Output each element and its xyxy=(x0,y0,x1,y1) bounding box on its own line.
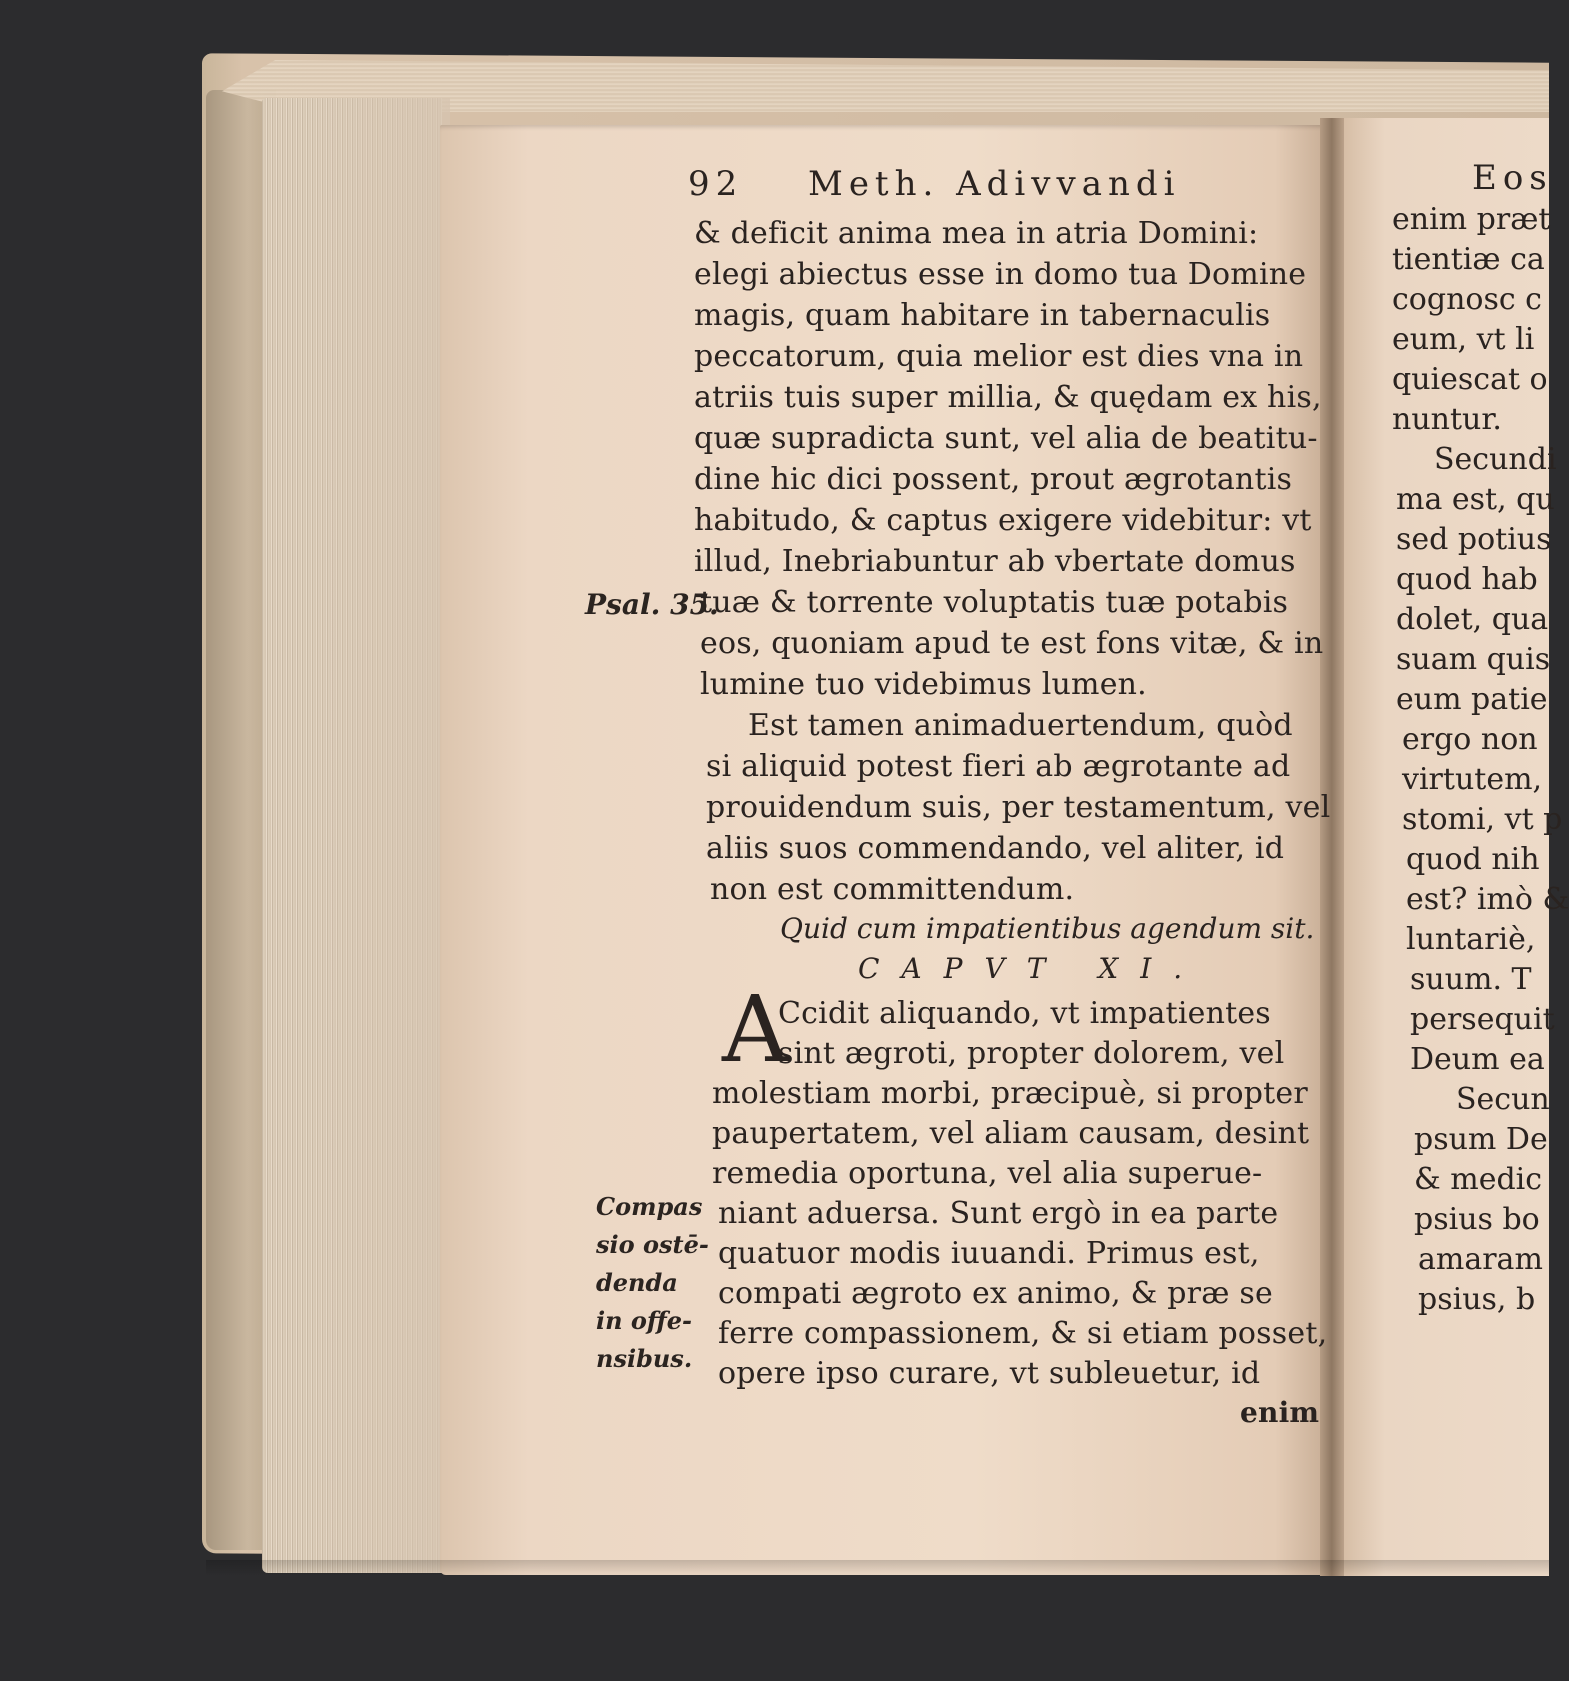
running-head: Meth. Adivvandi xyxy=(808,164,1181,204)
text-line: elegi abiectus esse in domo tua Domine xyxy=(694,257,1307,292)
right-text-line: est? imò & xyxy=(1406,882,1569,917)
right-text-line: luntariè, xyxy=(1406,922,1536,957)
right-text-line: stomi, vt p xyxy=(1402,802,1563,837)
text-line: magis, quam habitare in tabernaculis xyxy=(694,298,1271,333)
right-text-line: eum, vt li xyxy=(1392,322,1535,357)
psalm-marginal-note: Psal. 35. xyxy=(585,588,719,621)
right-text-line: Deum ea xyxy=(1410,1042,1545,1077)
right-text-line: psum De xyxy=(1414,1122,1548,1157)
right-text-line: enim præt xyxy=(1392,202,1551,237)
text-line: dine hic dici possent, prout ægrotantis xyxy=(694,462,1293,497)
right-text-line: quiescat o xyxy=(1392,362,1548,397)
side-note-line: nsibus. xyxy=(596,1344,693,1373)
text-line: si aliquid potest fieri ab ægrotante ad xyxy=(706,749,1291,784)
text-line: lumine tuo videbimus lumen. xyxy=(700,667,1147,702)
chapter-line: Ccidit aliquando, vt impatientes xyxy=(778,996,1271,1031)
side-note-line: Compas xyxy=(596,1192,703,1221)
text-line: non est committendum. xyxy=(710,872,1075,907)
chapter-line: niant aduersa. Sunt ergò in ea parte xyxy=(718,1196,1279,1231)
right-text-line: persequit xyxy=(1410,1002,1555,1037)
text-line: aliis suos commendando, vel aliter, id xyxy=(706,831,1285,866)
right-text-line: psius bo xyxy=(1414,1202,1540,1237)
chapter-line: remedia oportuna, vel alia superue- xyxy=(712,1156,1263,1191)
right-text-line: tientiæ ca xyxy=(1392,242,1545,277)
right-text-line: suam quis xyxy=(1396,642,1551,677)
page-block-shade xyxy=(300,98,450,1573)
section-title: Quid cum impatientibus agendum sit. xyxy=(780,912,1315,945)
text-line: tuæ & torrente voluptatis tuæ potabis xyxy=(700,585,1289,620)
right-text-line: ma est, qu xyxy=(1396,482,1555,517)
right-text-line: amaram xyxy=(1418,1242,1543,1277)
chapter-line: ferre compassionem, & si etiam posset, xyxy=(718,1316,1328,1351)
chapter-line: opere ipso curare, vt subleuetur, id xyxy=(718,1356,1261,1391)
right-text-line: quod nih xyxy=(1406,842,1540,877)
chapter-heading: CAPVT XI. xyxy=(858,952,1205,985)
text-line: quæ supradicta sunt, vel alia de beatitu- xyxy=(694,421,1318,456)
text-line: atriis tuis super millia, & quędam ex his, xyxy=(694,380,1322,415)
right-text-line: eum patie xyxy=(1396,682,1548,717)
chapter-line: molestiam morbi, præcipuè, si propter xyxy=(712,1076,1308,1111)
side-note-line: sio ostē- xyxy=(596,1230,709,1259)
right-text-line: quod hab xyxy=(1396,562,1538,597)
right-text-line: cognosc c xyxy=(1392,282,1542,317)
catchword: enim xyxy=(1240,1396,1320,1429)
text-line: prouidendum suis, per testamentum, vel xyxy=(706,790,1331,825)
right-text-line: Secundi xyxy=(1434,442,1557,477)
chapter-line: quatuor modis iuuandi. Primus est, xyxy=(718,1236,1260,1271)
text-line: habitudo, & captus exigere videbitur: vt xyxy=(694,503,1312,538)
gutter xyxy=(1320,118,1346,1576)
right-text-line: dolet, qua xyxy=(1396,602,1549,637)
right-text-line: sed potius xyxy=(1396,522,1552,557)
drop-cap: A xyxy=(722,976,789,1083)
text-line: peccatorum, quia melior est dies vna in xyxy=(694,339,1304,374)
side-note-line: in offe- xyxy=(596,1306,693,1335)
chapter-line: sint ægroti, propter dolorem, vel xyxy=(778,1036,1285,1071)
right-text-line: suum. T xyxy=(1410,962,1532,997)
right-text-line: & medic xyxy=(1414,1162,1543,1197)
chapter-line: compati ægroto ex animo, & præ se xyxy=(718,1276,1273,1311)
page-number: 92 xyxy=(688,164,744,204)
text-line: Est tamen animaduertendum, quòd xyxy=(748,708,1293,743)
text-line: & deficit anima mea in atria Domini: xyxy=(694,216,1259,251)
right-text-line: ergo non xyxy=(1402,722,1538,757)
side-note-line: denda xyxy=(596,1268,678,1297)
right-text-line: nuntur. xyxy=(1392,402,1502,437)
right-text-line: psius, b xyxy=(1418,1282,1536,1317)
chapter-line: paupertatem, vel aliam causam, desint xyxy=(712,1116,1310,1151)
text-line: eos, quoniam apud te est fons vitæ, & in xyxy=(700,626,1324,661)
right-page-text-clip xyxy=(1344,118,1569,1576)
right-text-line: virtutem, xyxy=(1402,762,1543,797)
right-running-head: Eos xyxy=(1472,158,1553,198)
text-line: illud, Inebriabuntur ab vbertate domus xyxy=(694,544,1296,579)
right-text-line: Secun xyxy=(1456,1082,1550,1117)
